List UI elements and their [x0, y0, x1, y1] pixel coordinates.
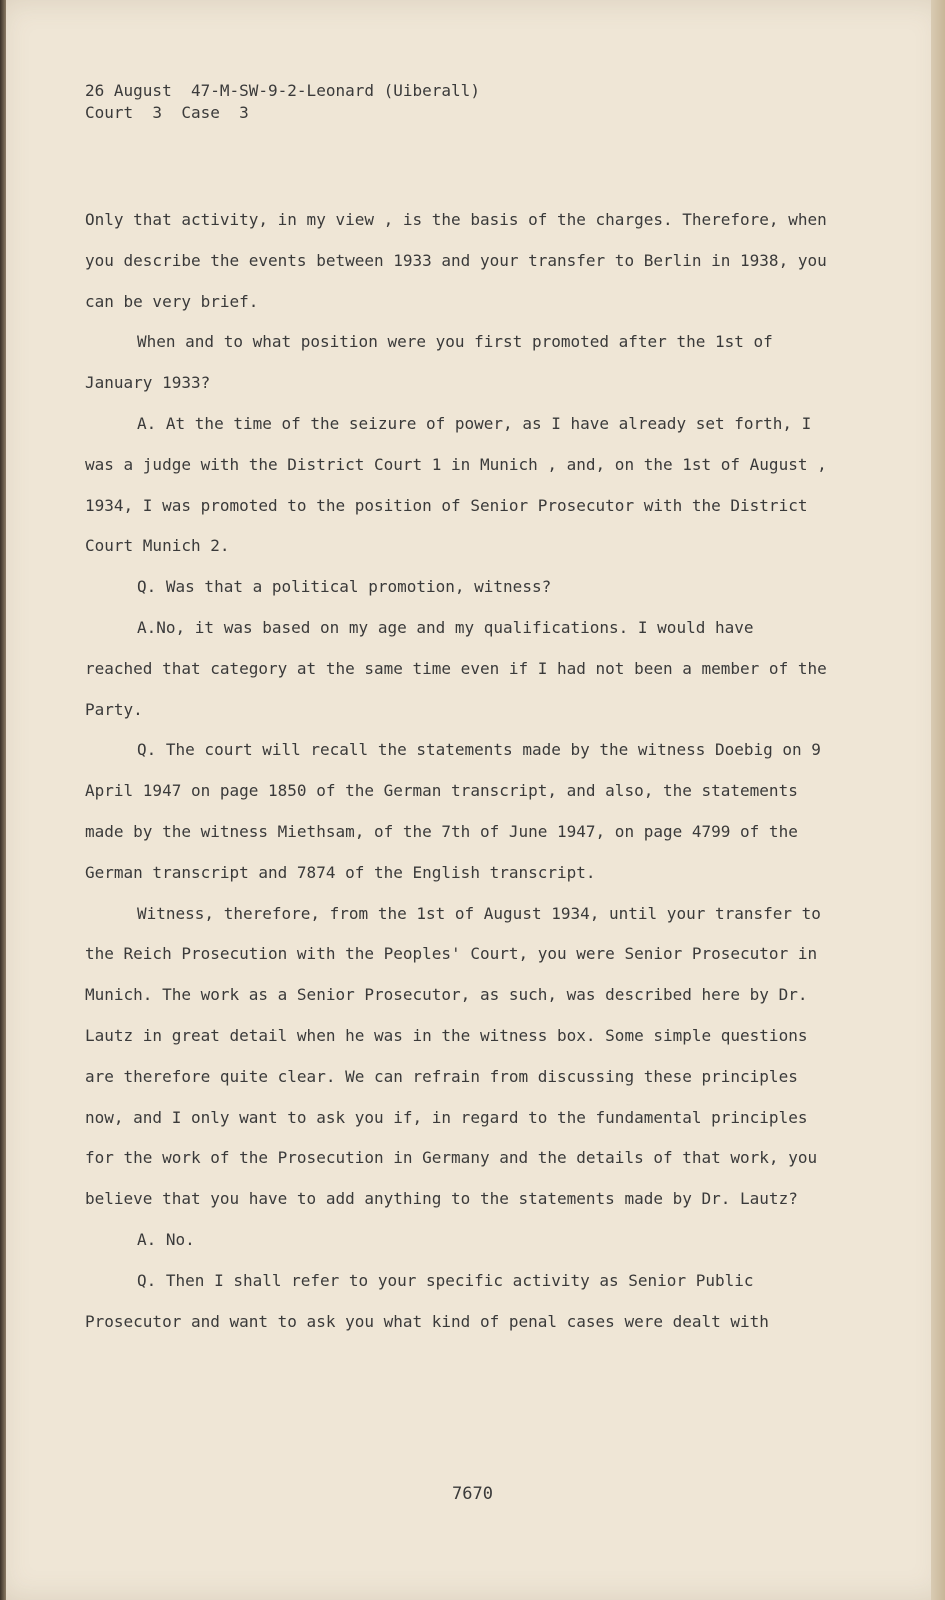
paragraph-7: Witness, therefore, from the 1st of August 1934, until your transfer to the Reich Prosecution with the Peoples' Court, you were Senior Prosecutor in Munich. The work as a Senior Prosecutor, as such, was described here by Dr. Lautz in great detail when he was in the witness box. Some simple questions are therefore quite clear. We can refrain from discussing these principles now, and I only want to ask you if, in regard to the fundamental principles for the work of the Prosecution in Germany and the details of that work, you believe that you have to add anything to the statements made by Dr. Lautz?: [85, 903, 821, 1209]
header-line-2: Court 3 Case 3: [85, 103, 249, 122]
document-header: [85, 80, 480, 124]
header-line-1: 26 August 47-M-SW-9-2-Leonard (Uiberall): [85, 81, 480, 100]
paragraph-5: A.No, it was based on my age and my qualifications. I would have reached that category at the same time even if I had not been a member of the Party.: [85, 617, 827, 719]
left-binding-edge: [0, 0, 6, 1600]
paragraph-8: A. No.: [137, 1229, 195, 1249]
paragraph-9: Q. Then I shall refer to your specific activity as Senior Public Prosecutor and want to ask you what kind of penal cases were dealt with: [85, 1270, 769, 1331]
page-number: 7670: [452, 1484, 493, 1504]
paragraph-1: Only that activity, in my view , is the basis of the charges. Therefore, when you describe the events between 1933 and your transfer to Berlin in 1938, you can be very brief.: [85, 210, 827, 311]
paragraph-2: When and to what position were you first promoted after the 1st of January 1933?: [85, 332, 773, 393]
paragraph-3: A. At the time of the seizure of power, as I have already set forth, I was a judge with the District Court 1 in Munich , and, on the 1st of August , 1934, I was promoted to the position of Senior Prosecutor with the District Court Munich 2.: [85, 413, 827, 556]
paragraph-6: Q. The court will recall the statements made by the witness Doebig on 9 April 1947 on page 1850 of the German transcript, and also, the statements made by the witness Miethsam, of the 7th of June 1947, on page 4799 of the German transcript and 7874 of the English transcript.: [85, 740, 821, 882]
right-page-edge: [931, 0, 945, 1600]
paragraph-4: Q. Was that a political promotion, witness?: [137, 577, 552, 597]
transcript-body: [85, 200, 830, 1342]
